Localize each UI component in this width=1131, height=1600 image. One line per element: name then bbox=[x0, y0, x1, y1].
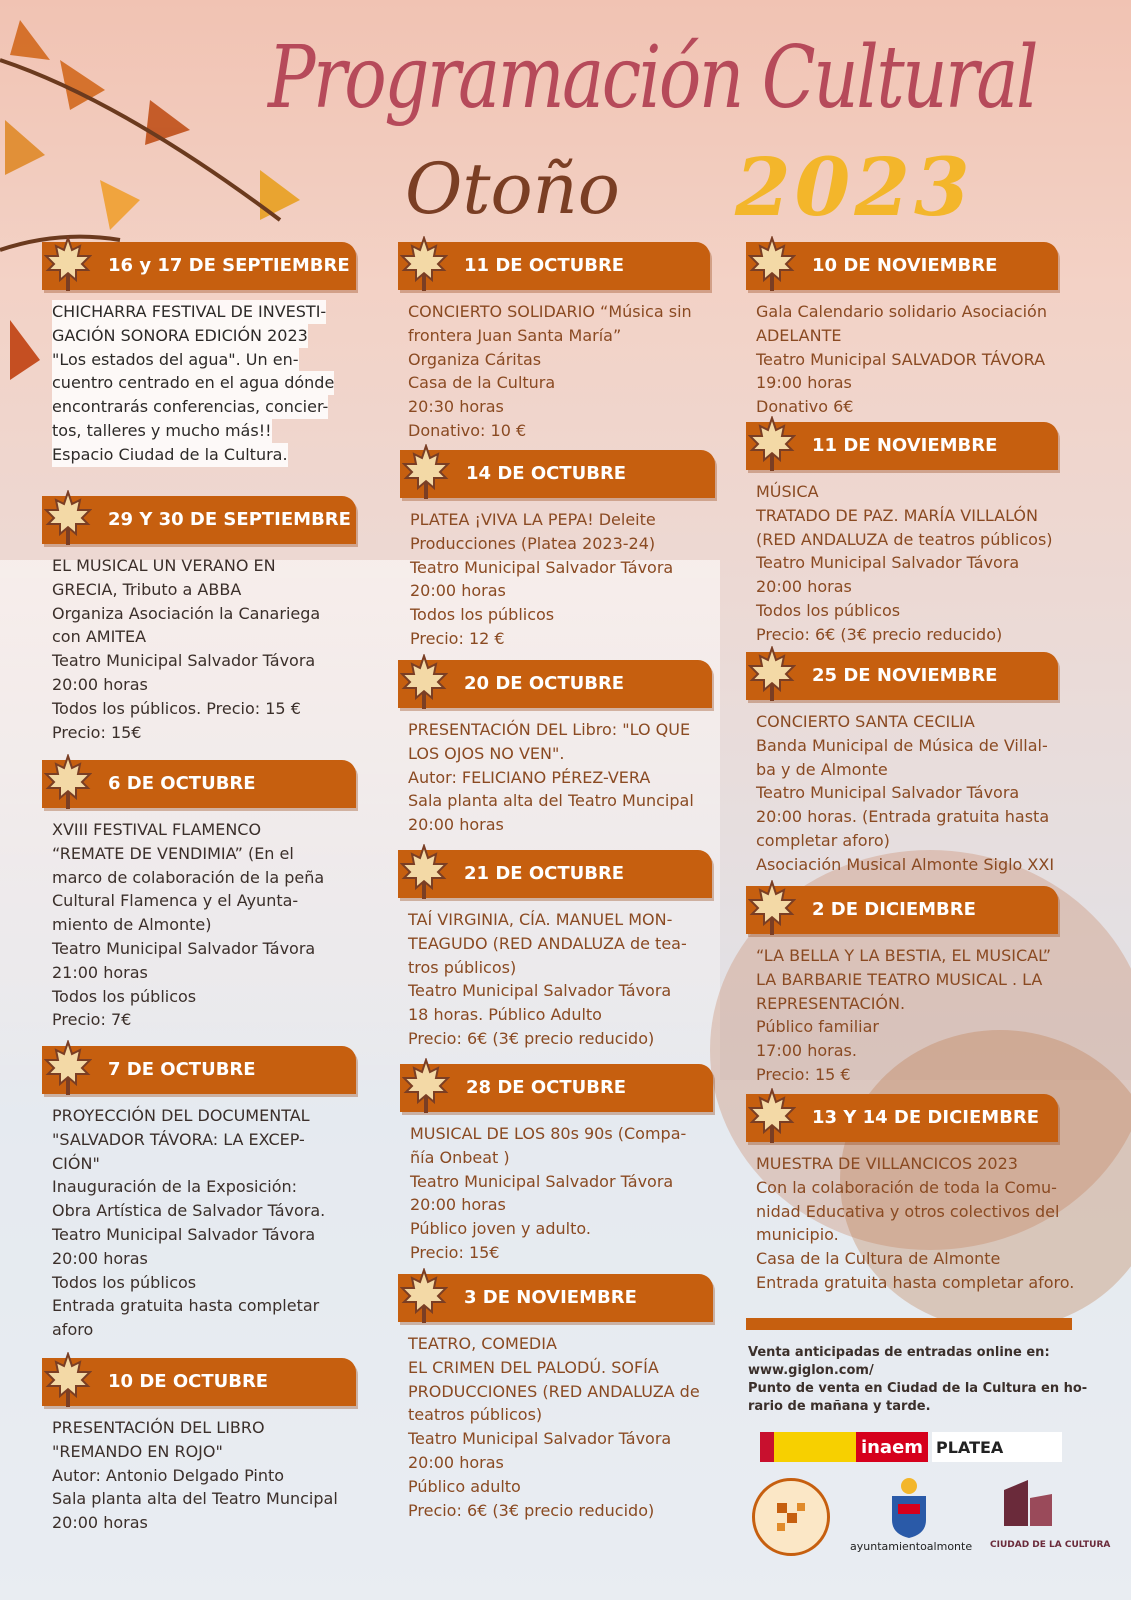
ticket-info bbox=[748, 1344, 1087, 1416]
event-detail-line: 21:00 horas bbox=[52, 962, 148, 982]
event-detail-line: Banda Municipal de Música de Villal- bbox=[756, 735, 1048, 755]
event-date-header bbox=[746, 886, 1058, 934]
maple-leaf-icon bbox=[400, 1268, 448, 1324]
event-card bbox=[746, 1094, 1075, 1295]
event-detail-line: Teatro Municipal Salvador Távora bbox=[756, 783, 1020, 803]
event-detail-line: Donativo 6€ bbox=[756, 397, 854, 417]
maple-leaf-icon bbox=[44, 236, 92, 292]
event-date-header bbox=[400, 450, 715, 498]
event-detail-line: Obra Artística de Salvador Távora. bbox=[52, 1201, 326, 1221]
event-detail-line: Todos los públicos bbox=[410, 605, 555, 625]
event-detail-line: Precio: 6€ (3€ precio reducido) bbox=[408, 1028, 655, 1048]
event-detail-line: PRODUCCIONES (RED ANDALUZA de bbox=[408, 1381, 700, 1401]
maple-leaf-icon bbox=[44, 490, 92, 546]
event-detail-line: Asociación Musical Almonte Siglo XXI bbox=[756, 854, 1055, 874]
season-title: Otoño bbox=[405, 148, 620, 230]
ciudad-cultura-label: CIUDAD DE LA CULTURA bbox=[990, 1540, 1111, 1550]
event-date-header bbox=[398, 242, 710, 290]
event-detail-line: frontera Juan Santa María” bbox=[408, 325, 622, 345]
event-date: 14 DE OCTUBRE bbox=[466, 463, 627, 484]
event-details bbox=[42, 554, 356, 744]
event-detail-line: XVIII FESTIVAL FLAMENCO bbox=[52, 820, 262, 839]
event-card bbox=[42, 760, 356, 1032]
event-details bbox=[398, 300, 710, 443]
maple-leaf-icon bbox=[748, 880, 796, 936]
maple-leaf-icon bbox=[44, 1040, 92, 1096]
event-card bbox=[746, 422, 1058, 647]
event-date-header bbox=[42, 1046, 356, 1094]
event-detail-line: Autor: Antonio Delgado Pinto bbox=[52, 1465, 285, 1485]
event-card bbox=[42, 242, 356, 467]
event-detail-line: Precio: 6€ (3€ precio reducido) bbox=[756, 624, 1003, 644]
event-detail-line: PROYECCIÓN DEL DOCUMENTAL bbox=[52, 1106, 310, 1125]
main-title: Programación Cultural bbox=[268, 28, 1037, 128]
maple-leaf-icon bbox=[748, 1088, 796, 1144]
event-detail-line: CONCIERTO SANTA CECILIA bbox=[756, 712, 975, 731]
event-detail-line: EL CRIMEN DEL PALODÚ. SOFÍA bbox=[408, 1357, 659, 1377]
event-detail-line: Con la colaboración de toda la Comu- bbox=[756, 1177, 1057, 1197]
event-detail-line: REPRESENTACIÓN. bbox=[756, 993, 906, 1013]
event-detail-line: Teatro Municipal Salvador Távora bbox=[756, 553, 1020, 573]
event-date: 29 Y 30 DE SEPTIEMBRE bbox=[108, 509, 351, 530]
event-detail-line: (RED ANDALUZA de teatros públicos) bbox=[756, 529, 1053, 549]
event-date: 20 DE OCTUBRE bbox=[464, 673, 625, 694]
event-detail-line: Organiza Asociación la Canariega bbox=[52, 603, 321, 623]
ciudad-cultura-logo bbox=[1000, 1476, 1056, 1532]
event-card bbox=[398, 660, 712, 837]
event-detail-line: Precio: 12 € bbox=[410, 628, 505, 648]
event-detail-line: "SALVADOR TÁVORA: LA EXCEP- bbox=[52, 1129, 305, 1149]
event-detail-line: TEAGUDO (RED ANDALUZA de tea- bbox=[408, 933, 687, 953]
event-detail-line: Todos los públicos bbox=[52, 986, 197, 1006]
event-detail-line: tros públicos) bbox=[408, 957, 517, 977]
event-date-header bbox=[746, 242, 1058, 290]
event-card bbox=[400, 450, 715, 651]
event-date: 6 DE OCTUBRE bbox=[108, 773, 256, 794]
event-detail-line: 20:00 horas bbox=[52, 674, 148, 694]
event-detail-line: GRECIA, Tributo a ABBA bbox=[52, 579, 242, 599]
event-detail-line: miento de Almonte) bbox=[52, 915, 212, 935]
event-detail-line: Público familiar bbox=[756, 1017, 879, 1037]
event-detail-line: Precio: 15€ bbox=[410, 1242, 500, 1262]
event-detail-line: Casa de la Cultura bbox=[408, 373, 556, 393]
event-date: 3 DE NOVIEMBRE bbox=[464, 1287, 637, 1308]
event-date-header bbox=[42, 496, 356, 544]
event-detail-line: Inauguración de la Exposición: bbox=[52, 1177, 298, 1197]
event-detail-line: PRESENTACIÓN DEL LIBRO bbox=[52, 1418, 265, 1437]
event-detail-line: GACIÓN SONORA EDICIÓN 2023 bbox=[52, 324, 308, 348]
event-card bbox=[398, 850, 712, 1051]
event-detail-line: “LA BELLA Y LA BESTIA, EL MUSICAL” bbox=[756, 946, 1052, 965]
event-date-header bbox=[398, 1274, 713, 1322]
event-details bbox=[42, 1416, 356, 1535]
event-date: 7 DE OCTUBRE bbox=[108, 1059, 256, 1080]
event-detail-line: 20:00 horas bbox=[408, 1452, 504, 1472]
event-detail-line: TAÍ VIRGINIA, CÍA. MANUEL MON- bbox=[408, 910, 673, 929]
event-detail-line: Entrada gratuita hasta completar aforo. bbox=[756, 1272, 1075, 1292]
ticket-link[interactable]: www.giglon.com/ bbox=[748, 1363, 874, 1378]
event-detail-line: cuentro centrado en el agua dónde bbox=[52, 371, 334, 395]
event-detail-line: TEATRO, COMEDIA bbox=[408, 1334, 557, 1353]
event-date: 13 Y 14 DE DICIEMBRE bbox=[812, 1107, 1040, 1128]
maple-leaf-icon bbox=[748, 236, 796, 292]
event-detail-line: EL MUSICAL UN VERANO EN bbox=[52, 556, 276, 575]
event-details bbox=[400, 1122, 713, 1265]
event-detail-line: PLATEA ¡VIVA LA PEPA! Deleite bbox=[410, 510, 656, 529]
event-detail-line: Casa de la Cultura de Almonte bbox=[756, 1249, 1001, 1269]
event-detail-line: 20:00 horas bbox=[52, 1248, 148, 1268]
event-date-header bbox=[398, 660, 712, 708]
event-detail-line: Público joven y adulto. bbox=[410, 1219, 591, 1239]
ministerio-logo bbox=[760, 1432, 870, 1462]
event-detail-line: ADELANTE bbox=[756, 325, 842, 345]
event-detail-line: marco de colaboración de la peña bbox=[52, 867, 325, 887]
maple-leaf-icon bbox=[402, 1058, 450, 1114]
event-detail-line: Producciones (Platea 2023-24) bbox=[410, 533, 656, 553]
event-detail-line: 20:00 horas bbox=[52, 1513, 148, 1533]
event-detail-line: LA BARBARIE TEATRO MUSICAL . LA bbox=[756, 969, 1043, 989]
event-details bbox=[400, 508, 715, 651]
event-detail-line: teatros públicos) bbox=[408, 1405, 543, 1425]
event-card bbox=[746, 652, 1058, 877]
event-detail-line: Teatro Municipal Salvador Távora bbox=[52, 651, 316, 671]
event-detail-line: LOS OJOS NO VEN". bbox=[408, 743, 565, 763]
event-detail-line: Precio: 15€ bbox=[52, 722, 142, 742]
event-date-header bbox=[400, 1064, 713, 1112]
event-date-header bbox=[398, 850, 712, 898]
maple-leaf-icon bbox=[44, 754, 92, 810]
event-date-header bbox=[746, 422, 1058, 470]
event-details bbox=[398, 718, 712, 837]
maple-leaf-icon bbox=[748, 416, 796, 472]
event-detail-line: Gala Calendario solidario Asociación bbox=[756, 302, 1047, 321]
event-detail-line: MUSICAL DE LOS 80s 90s (Compa- bbox=[410, 1124, 687, 1143]
event-details bbox=[746, 710, 1058, 877]
event-detail-line: 20:00 horas. (Entrada gratuita hasta bbox=[756, 807, 1050, 827]
event-card bbox=[42, 496, 356, 744]
event-detail-line: Todos los públicos bbox=[756, 600, 901, 620]
event-date: 10 DE NOVIEMBRE bbox=[812, 255, 998, 276]
event-detail-line: 19:00 horas bbox=[756, 373, 852, 393]
event-detail-line: ba y de Almonte bbox=[756, 759, 888, 779]
event-details bbox=[746, 480, 1058, 647]
event-detail-line: Teatro Municipal Salvador Távora bbox=[52, 938, 316, 958]
ayuntamiento-shield-logo bbox=[888, 1476, 930, 1540]
ticket-line: rario de mañana y tarde. bbox=[748, 1399, 931, 1414]
event-detail-line: 20:30 horas bbox=[408, 397, 504, 417]
event-detail-line: "REMANDO EN ROJO" bbox=[52, 1441, 223, 1461]
event-detail-line: con AMITEA bbox=[52, 627, 147, 647]
event-detail-line: 20:00 horas bbox=[756, 577, 852, 597]
event-detail-line: Todos los públicos. Precio: 15 € bbox=[52, 698, 301, 718]
event-detail-line: municipio. bbox=[756, 1225, 839, 1245]
maple-leaf-icon bbox=[400, 844, 448, 900]
event-date-header bbox=[42, 1358, 356, 1406]
event-card bbox=[400, 1064, 713, 1265]
event-detail-line: 20:00 horas bbox=[410, 581, 506, 601]
event-detail-line: Sala planta alta del Teatro Muncipal bbox=[52, 1489, 338, 1509]
event-detail-line: tos, talleres y mucho más!! bbox=[52, 419, 272, 443]
event-date: 2 DE DICIEMBRE bbox=[812, 899, 976, 920]
event-detail-line: Sala planta alta del Teatro Muncipal bbox=[408, 791, 694, 811]
footer-divider bbox=[746, 1318, 1072, 1330]
event-detail-line: Teatro Municipal SALVADOR TÁVORA bbox=[756, 349, 1046, 369]
event-detail-line: completar aforo) bbox=[756, 830, 890, 850]
ticket-line: Punto de venta en Ciudad de la Cultura en ho- bbox=[748, 1381, 1088, 1396]
red-andaluza-logo bbox=[752, 1478, 830, 1556]
event-detail-line: Precio: 6€ (3€ precio reducido) bbox=[408, 1500, 655, 1520]
event-detail-line: 20:00 horas bbox=[410, 1195, 506, 1215]
event-detail-line: 17:00 horas. bbox=[756, 1041, 857, 1061]
inaem-logo: inaem bbox=[856, 1432, 928, 1462]
event-date: 25 DE NOVIEMBRE bbox=[812, 665, 998, 686]
event-card bbox=[746, 242, 1058, 419]
event-details bbox=[746, 944, 1058, 1087]
event-detail-line: encontrarás conferencias, concier- bbox=[52, 395, 328, 419]
event-detail-line: Precio: 7€ bbox=[52, 1010, 132, 1030]
event-date-header bbox=[42, 760, 356, 808]
event-detail-line: Teatro Municipal Salvador Távora bbox=[410, 557, 674, 577]
maple-leaf-icon bbox=[400, 236, 448, 292]
platea-logo: PLATEA bbox=[932, 1432, 1062, 1462]
event-detail-line: aforo bbox=[52, 1320, 94, 1340]
ayuntamiento-label: ayuntamientoalmonte bbox=[850, 1540, 973, 1553]
year-title: 2023 bbox=[735, 140, 974, 234]
event-detail-line: Teatro Municipal Salvador Távora bbox=[410, 1171, 674, 1191]
event-detail-line: Donativo: 10 € bbox=[408, 420, 527, 440]
event-detail-line: Entrada gratuita hasta completar bbox=[52, 1296, 320, 1316]
event-card bbox=[42, 1358, 356, 1535]
event-detail-line: Todos los públicos bbox=[52, 1272, 197, 1292]
event-details bbox=[398, 1332, 713, 1522]
event-details bbox=[42, 818, 356, 1032]
event-detail-line: Organiza Cáritas bbox=[408, 349, 542, 369]
event-detail-line: 20:00 horas bbox=[408, 815, 504, 835]
event-detail-line: “REMATE DE VENDIMIA” (En el bbox=[52, 843, 294, 863]
event-card bbox=[42, 1046, 356, 1342]
event-date: 28 DE OCTUBRE bbox=[466, 1077, 627, 1098]
event-date-header bbox=[746, 1094, 1058, 1142]
event-detail-line: "Los estados del agua". Un en- bbox=[52, 348, 299, 372]
event-date: 10 DE OCTUBRE bbox=[108, 1371, 269, 1392]
maple-leaf-icon bbox=[748, 646, 796, 702]
event-detail-line: Público adulto bbox=[408, 1476, 521, 1496]
event-detail-line: CIÓN" bbox=[52, 1153, 100, 1173]
event-detail-line: 18 horas. Público Adulto bbox=[408, 1005, 602, 1025]
event-details bbox=[398, 908, 712, 1051]
event-details bbox=[42, 1104, 356, 1342]
event-date: 16 y 17 DE SEPTIEMBRE bbox=[108, 255, 350, 276]
event-detail-line: Espacio Ciudad de la Cultura. bbox=[52, 443, 288, 467]
event-detail-line: CHICHARRA FESTIVAL DE INVESTI- bbox=[52, 300, 326, 324]
event-detail-line: CONCIERTO SOLIDARIO “Música sin bbox=[408, 302, 692, 321]
event-detail-line: MÚSICA bbox=[756, 482, 819, 501]
event-details bbox=[746, 300, 1058, 419]
event-detail-line: Cultural Flamenca y el Ayunta- bbox=[52, 891, 299, 911]
event-card bbox=[398, 242, 710, 443]
event-detail-line: Precio: 15 € bbox=[756, 1064, 851, 1084]
event-detail-line: PRESENTACIÓN DEL Libro: "LO QUE bbox=[408, 720, 691, 739]
maple-leaf-icon bbox=[44, 1352, 92, 1408]
event-card bbox=[746, 886, 1058, 1087]
ticket-line: Venta anticipadas de entradas online en: bbox=[748, 1345, 1050, 1360]
event-details bbox=[42, 300, 356, 467]
maple-leaf-icon bbox=[402, 444, 450, 500]
event-date: 11 DE NOVIEMBRE bbox=[812, 435, 998, 456]
event-detail-line: Autor: FELICIANO PÉREZ-VERA bbox=[408, 767, 651, 787]
maple-leaf-icon bbox=[400, 654, 448, 710]
event-date: 11 DE OCTUBRE bbox=[464, 255, 625, 276]
event-detail-line: Teatro Municipal Salvador Távora bbox=[52, 1224, 316, 1244]
event-date-header bbox=[42, 242, 356, 290]
event-date: 21 DE OCTUBRE bbox=[464, 863, 625, 884]
event-detail-line: nidad Educativa y otros colectivos del bbox=[756, 1201, 1060, 1221]
event-details bbox=[746, 1152, 1075, 1295]
event-detail-line: Teatro Municipal Salvador Távora bbox=[408, 1429, 672, 1449]
event-detail-line: ñía Onbeat ) bbox=[410, 1147, 510, 1167]
event-detail-line: TRATADO DE PAZ. MARÍA VILLALÓN bbox=[756, 505, 1038, 525]
event-date-header bbox=[746, 652, 1058, 700]
event-card bbox=[398, 1274, 713, 1522]
event-detail-line: Teatro Municipal Salvador Távora bbox=[408, 981, 672, 1001]
event-detail-line: MUESTRA DE VILLANCICOS 2023 bbox=[756, 1154, 1018, 1173]
